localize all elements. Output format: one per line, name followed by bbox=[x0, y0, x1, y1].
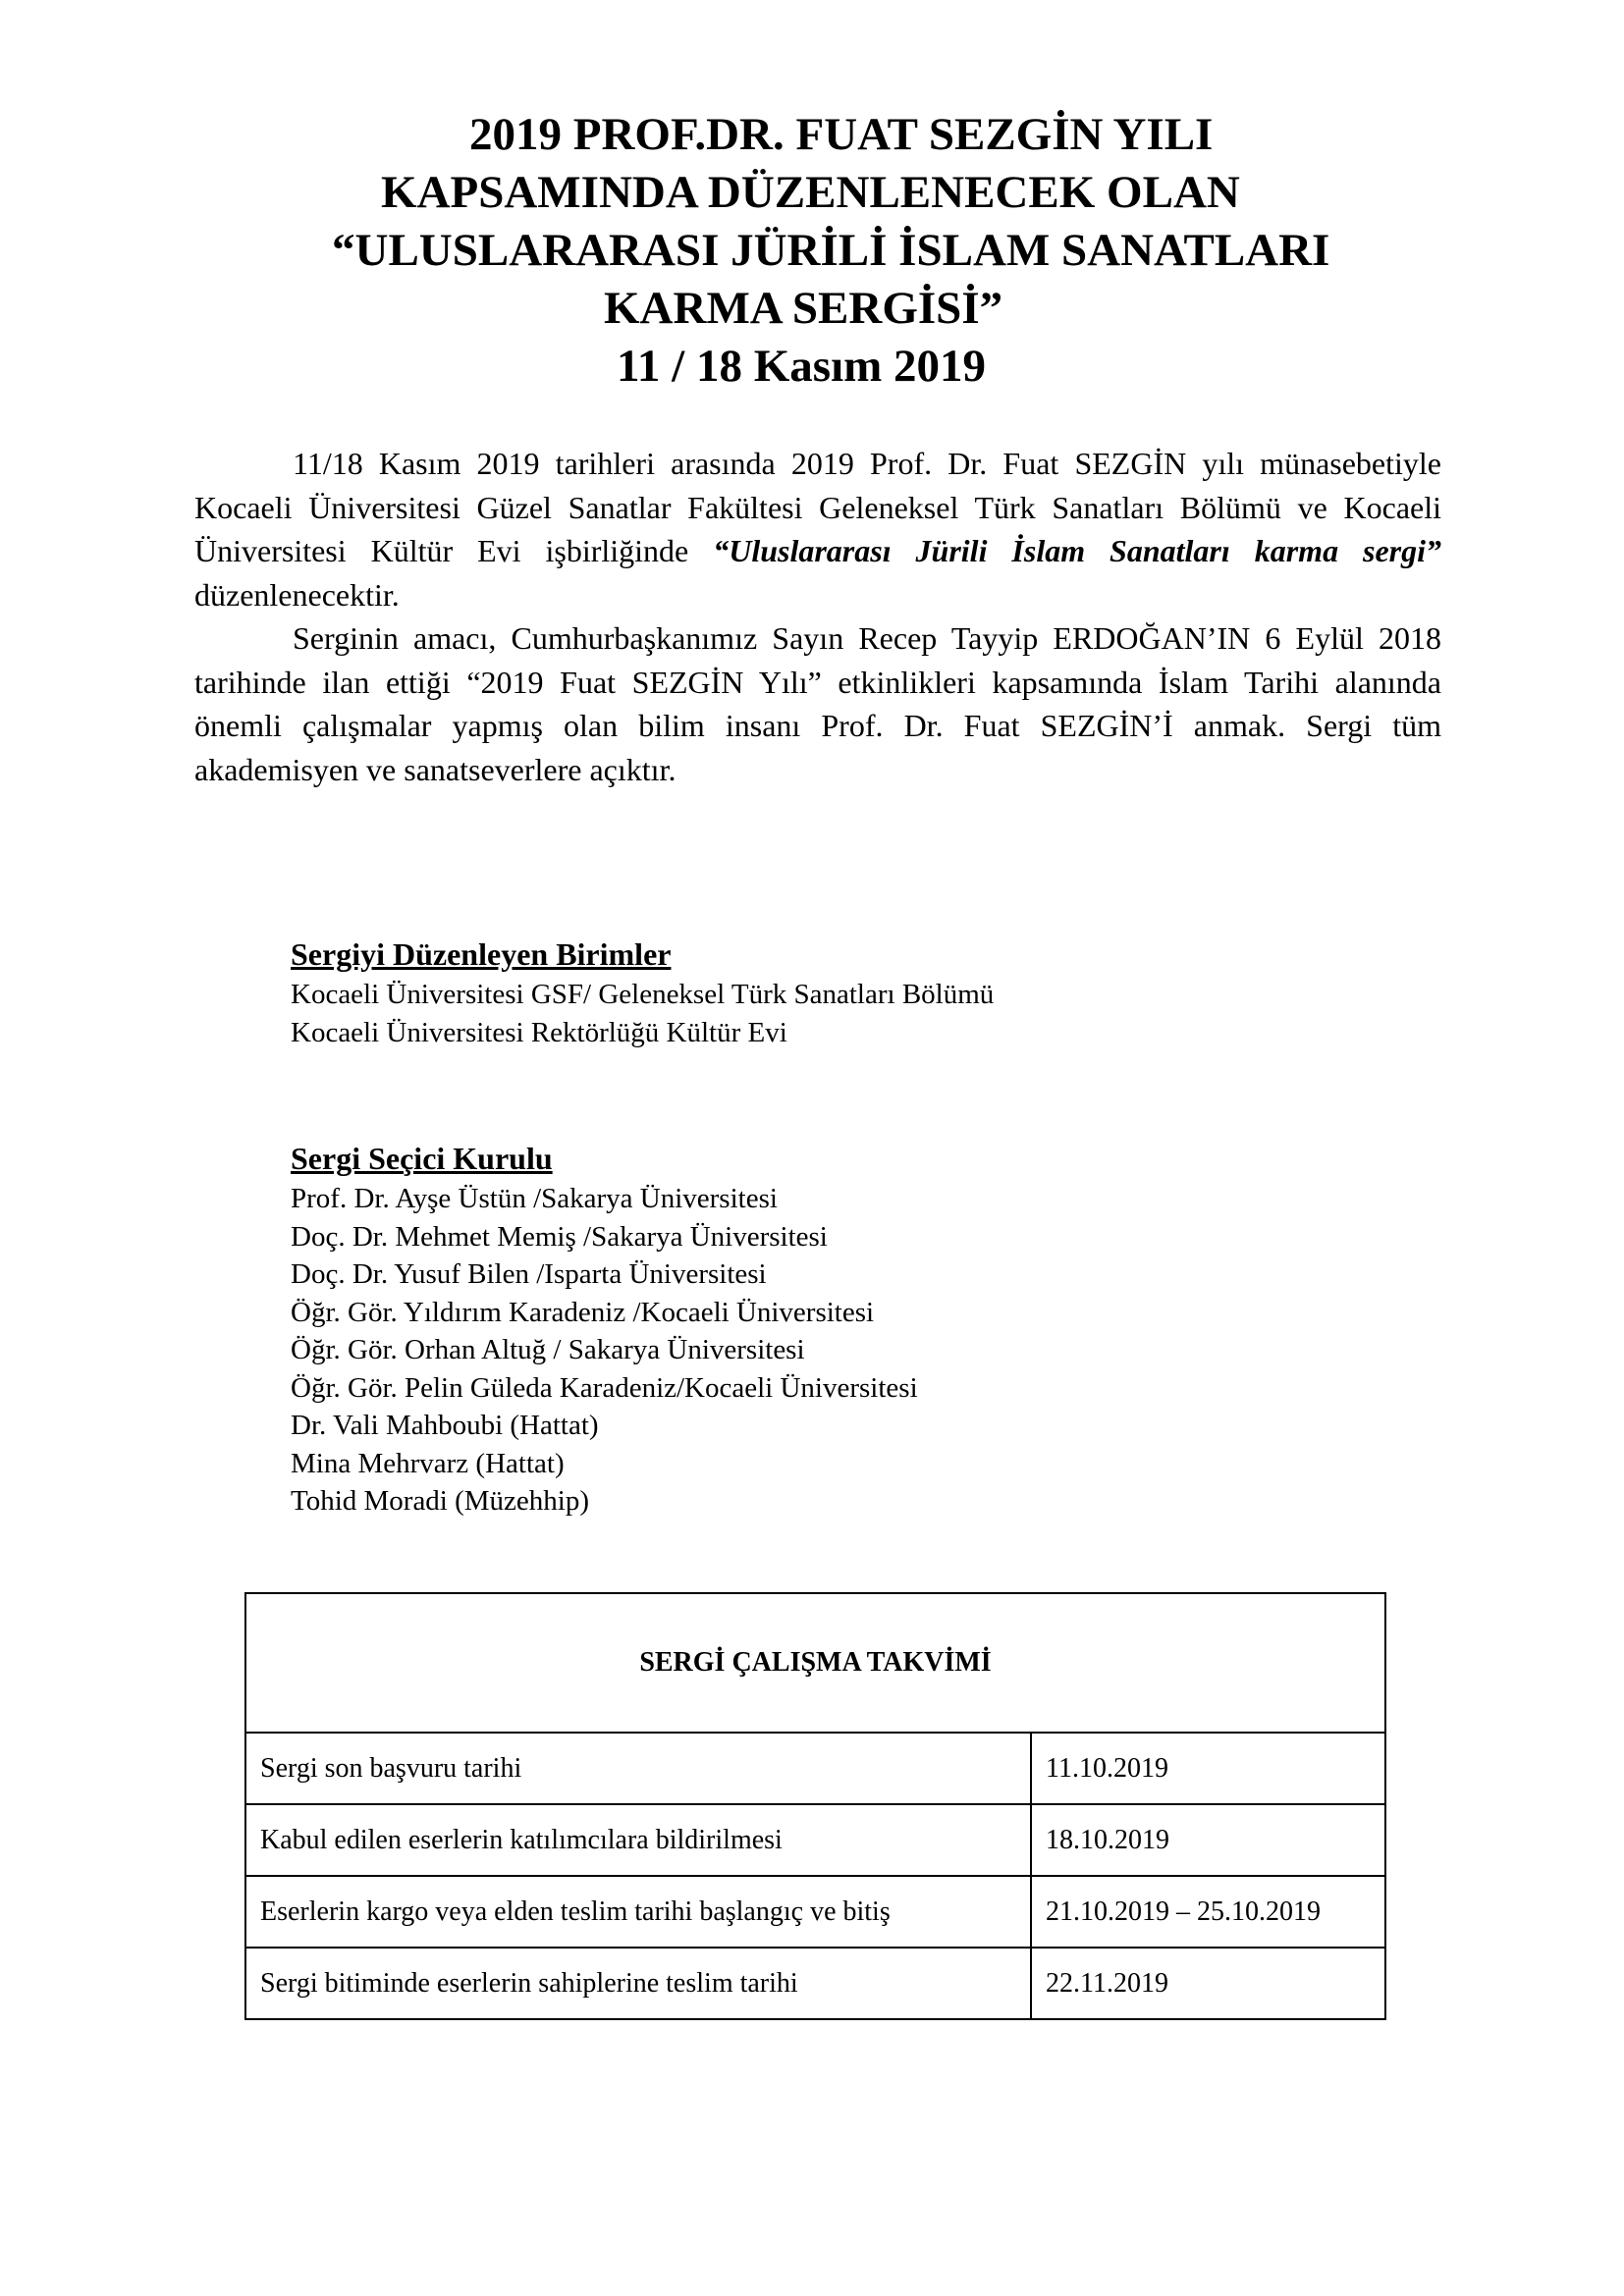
jury-member: Doç. Dr. Yusuf Bilen /Isparta Üniversitesi bbox=[291, 1258, 767, 1290]
table-row bbox=[245, 1876, 1385, 1948]
organizer-item: Kocaeli Üniversitesi GSF/ Geleneksel Türk Sanatları Bölümü bbox=[291, 979, 995, 1010]
organizer-item: Kocaeli Üniversitesi Rektörlüğü Kültür Evi bbox=[291, 1016, 787, 1048]
intro-p1-start: 11/18 Kasım 2019 tarihleri arasında 2019 Prof. Dr. Fuat SEZGİN yılı münasebetiyle Kocaeli Üniversitesi Güzel Sanatlar Fakültesi Geleneksel Türk Sanatları Bölümü ve Kocaeli Üniversitesi Kültür Evi işbirliğinde bbox=[194, 446, 1441, 568]
table-row bbox=[245, 1804, 1385, 1876]
calendar-heading: SERGİ ÇALIŞMA TAKVİMİ bbox=[245, 1593, 1385, 1733]
organizers-section bbox=[291, 933, 994, 1051]
intro-p1-end: düzenlenecektir. bbox=[194, 576, 400, 613]
title-line-1: 2019 PROF.DR. FUAT SEZGİN YILI bbox=[469, 109, 1214, 160]
jury-section bbox=[291, 1137, 918, 1521]
intro-paragraph-2: Serginin amacı, Cumhurbaşkanımız Sayın Recep Tayyip ERDOĞAN’IN 6 Eylül 2018 tarihinde ilan ettiği “2019 Fuat SEZGİN Yılı” etkinlikleri kapsamında İslam Tarihi alanında önemli çalışmalar yapmış olan bilim insanı Prof. Dr. Fuat SEZGİN’İ anmak. Sergi tüm akademisyen ve sanatseverlere açıktır. bbox=[194, 620, 1441, 787]
calendar-label-cell: Sergi bitiminde eserlerin sahiplerine teslim tarihi bbox=[245, 1948, 1031, 2019]
jury-heading: Sergi Seçici Kurulu bbox=[291, 1141, 553, 1176]
title-date: 11 / 18 Kasım 2019 bbox=[617, 341, 987, 392]
jury-member: Öğr. Gör. Orhan Altuğ / Sakarya Üniversitesi bbox=[291, 1334, 805, 1365]
jury-member: Öğr. Gör. Pelin Güleda Karadeniz/Kocaeli Üniversitesi bbox=[291, 1371, 918, 1404]
calendar-label-cell: Kabul edilen eserlerin katılımcılara bildirilmesi bbox=[245, 1804, 1031, 1876]
jury-member: Doç. Dr. Mehmet Memiş /Sakarya Üniversitesi bbox=[291, 1220, 828, 1253]
calendar-label-cell: Eserlerin kargo veya elden teslim tarihi başlangıç ve bitiş bbox=[245, 1876, 1031, 1948]
table-row bbox=[245, 1948, 1385, 2019]
jury-member: Prof. Dr. Ayşe Üstün /Sakarya Üniversitesi bbox=[291, 1183, 778, 1214]
title-line-3: “ULUSLARARASI JÜRİLİ İSLAM SANATLARI bbox=[332, 225, 1330, 276]
organizers-heading: Sergiyi Düzenleyen Birimler bbox=[291, 936, 672, 972]
calendar-date-cell: 11.10.2019 bbox=[1031, 1733, 1385, 1804]
calendar-table bbox=[244, 1592, 1386, 2020]
calendar-label-cell: Sergi son başvuru tarihi bbox=[245, 1733, 1031, 1804]
calendar-header-row bbox=[245, 1593, 1385, 1733]
exhibition-name-emphasis: “Uluslararası Jürili İslam Sanatları karma sergi” bbox=[713, 533, 1442, 568]
jury-member: Öğr. Gör. Yıldırım Karadeniz /Kocaeli Üniversitesi bbox=[291, 1296, 875, 1328]
intro-text bbox=[194, 442, 1441, 791]
calendar-date-cell: 21.10.2019 – 25.10.2019 bbox=[1031, 1876, 1385, 1948]
calendar-date-cell: 22.11.2019 bbox=[1031, 1948, 1385, 2019]
jury-member: Dr. Vali Mahboubi (Hattat) bbox=[291, 1410, 599, 1441]
title-line-2: KAPSAMINDA DÜZENLENECEK OLAN bbox=[381, 167, 1240, 218]
jury-member: Tohid Moradi (Müzehhip) bbox=[291, 1485, 590, 1517]
table-row bbox=[245, 1733, 1385, 1804]
jury-member: Mina Mehrvarz (Hattat) bbox=[291, 1447, 565, 1479]
title-line-4: KARMA SERGİSİ” bbox=[604, 283, 1003, 334]
calendar-date-cell: 18.10.2019 bbox=[1031, 1804, 1385, 1876]
intro-paragraph-1 bbox=[194, 442, 1441, 616]
